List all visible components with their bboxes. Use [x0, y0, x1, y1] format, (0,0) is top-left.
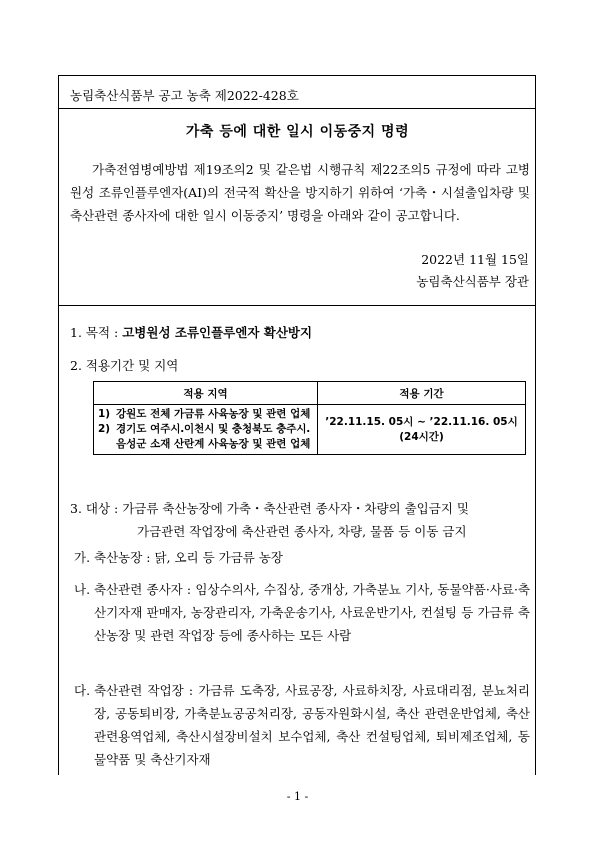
table-header-region: 적용 지역 — [94, 382, 318, 405]
item-label: 나. — [74, 582, 91, 597]
period-duration: (24시간) — [399, 430, 444, 443]
scope-label: 2. 적용기간 및 지역 — [70, 358, 179, 373]
period-range: ’22.11.15. 05시 ∼ ’22.11.16. 05시 — [325, 415, 518, 428]
region-text: 강원도 전체 가금류 사육농장 및 관련 업체 — [116, 408, 311, 420]
notice-number: 농림축산식품부 공고 농축 제2022-428호 — [70, 88, 299, 103]
intro-text: 가축전염병예방법 제19조의2 및 같은법 시행규칙 제22조의5 규정에 따라 고병원성 조류인플루엔자(AI)의 전국적 확산을 방지하기 위하여 ‘가축・시설출입차량 및 축산관련 종사자에 대한 일시 이동중지’ 명령을 아래와 같이 공고합니다. — [70, 162, 530, 223]
purpose-section — [70, 323, 312, 341]
region-number: 2) — [98, 423, 111, 435]
list-item — [74, 578, 530, 647]
table-row — [94, 405, 526, 455]
purpose-label: 1. 목적 : — [70, 325, 119, 340]
scope-table — [93, 381, 526, 455]
region-item — [98, 422, 313, 452]
list-item — [74, 679, 530, 771]
item-label: 가. — [74, 550, 91, 565]
region-number: 1) — [98, 408, 111, 420]
target-section — [70, 497, 530, 543]
target-line-1: 3. 대상 : 가금류 축산농장에 가축・축산관련 종사자・차량의 출입금지 및 — [70, 501, 469, 516]
period-cell — [318, 405, 526, 455]
page-number: - 1 - — [286, 790, 309, 803]
issue-date: 2022년 11월 15일 — [421, 252, 529, 267]
item-text: 축산관련 작업장 : 가금류 도축장, 사료공장, 사료하치장, 사료대리점, 분뇨처리장, 공동퇴비장, 가축분뇨공공처리장, 공동자원화시설, 축산 관련운반업체, 축산관련용역업체, 축산시설장비설치 보수업체, 축산 컨설팅업체, 퇴비제조업체, 동물약품 및 축산기자재 — [94, 683, 530, 767]
item-text: 축산관련 종사자 : 임상수의사, 수집상, 중개상, 가축분뇨 기사, 동물약품·사료·축산기자재 판매자, 농장관리자, 가축운송기사, 사료운반기사, 컨설팅 등 가금류 축산농장 및 관련 작업장 등에 종사하는 모든 사람 — [94, 582, 530, 643]
section-divider — [58, 305, 536, 306]
intro-paragraph — [70, 158, 530, 227]
item-text: 축산농장 : 닭, 오리 등 가금류 농장 — [94, 550, 284, 565]
purpose-value: 고병원성 조류인플루엔자 확산방지 — [122, 325, 313, 340]
item-label: 다. — [74, 683, 91, 698]
target-line-2: 가금관련 작업장에 축산관련 종사자, 차량, 물품 등 이동 금지 — [137, 524, 467, 539]
region-text: 경기도 여주시․이천시 및 충청북도 충주시․음성군 소재 산란계 사육농장 및 관련 업체 — [116, 423, 311, 450]
region-cell — [94, 405, 318, 455]
issuer: 농림축산식품부 장관 — [416, 274, 529, 289]
header-divider — [58, 108, 536, 109]
table-header-period: 적용 기간 — [318, 382, 526, 405]
list-item — [74, 546, 530, 569]
page-title: 가축 등에 대한 일시 이동중지 명령 — [185, 124, 410, 140]
region-item — [98, 407, 313, 422]
